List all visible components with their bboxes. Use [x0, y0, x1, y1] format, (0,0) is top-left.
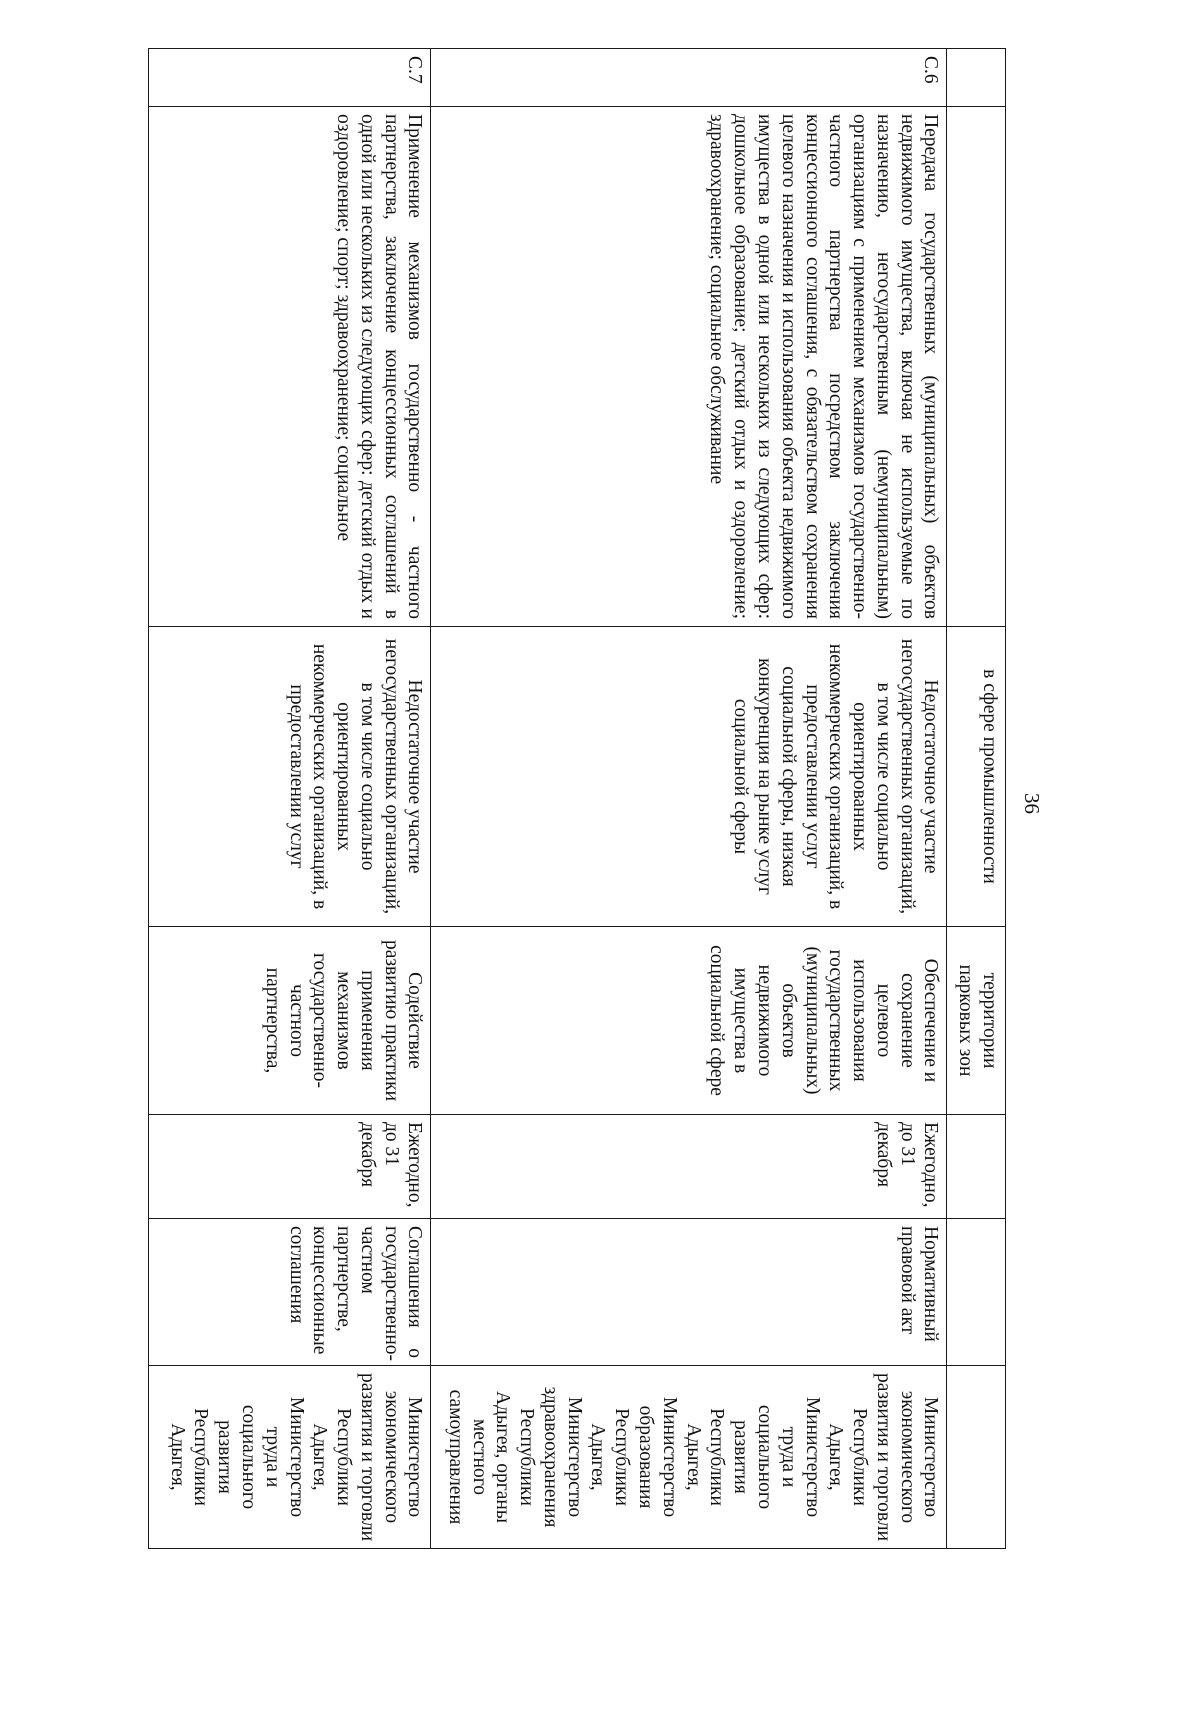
- row-term-cell: Ежегодно, до 31 декабря: [149, 1115, 431, 1219]
- row-problem-cell: Недостаточное участие негосударственных организаций, в том числе социально ориентированных некоммерческих организаций, в предоставлении услуг социальной сферы, низкая конкуренция на рынке услуг социальной сферы: [431, 627, 947, 927]
- measures-table: [148, 48, 1006, 1549]
- cont-problem-cell: в сфере промышленности: [947, 627, 1006, 927]
- cont-document-cell: [947, 1219, 1006, 1366]
- cont-action-cell: [947, 107, 1006, 627]
- row-action-cell: Применение механизмов государственно - частного партнерства, заключение концессионных соглашений в одной или нескольких из следующих сфер: детский отдых и оздоровление; спорт; здравоохранение; социальное: [149, 107, 431, 627]
- cont-code-cell: [947, 49, 1006, 107]
- row-document-cell: Соглашения о государственно-частном партнерстве, концессионные соглашения: [149, 1219, 431, 1366]
- cont-responsible-cell: [947, 1366, 1006, 1549]
- row-code-cell: С.6: [431, 49, 947, 107]
- cont-goal-cell: территории парковых зон: [947, 927, 1006, 1115]
- cont-term-cell: [947, 1115, 1006, 1219]
- row-document-cell: Нормативный правовой акт: [431, 1219, 947, 1366]
- row-code-cell: С.7: [149, 49, 431, 107]
- row-goal-cell: Обеспечение и сохранение целевого использования государственных (муниципальных) объектов недвижимого имущества в социальной сфере: [431, 927, 947, 1115]
- row-problem-cell: Недостаточное участие негосударственных организаций, в том числе социально ориентированных некоммерческих организаций, в предоставлении услуг: [149, 627, 431, 927]
- table-row: [149, 49, 431, 1549]
- row-responsible-cell: Министерство экономического развития и торговли Республики Адыгея, Министерство труда и социального развития Республики Адыгея,: [149, 1366, 431, 1549]
- row-term-cell: Ежегодно, до 31 декабря: [431, 1115, 947, 1219]
- page-number: 36: [1020, 793, 1044, 814]
- table-row-continuation: [947, 49, 1006, 1549]
- table-row: [431, 49, 947, 1549]
- rotated-page: [96, 48, 1056, 1568]
- row-goal-cell: Содействие развитию практики применения механизмов государственно-частного партнерства,: [149, 927, 431, 1115]
- row-responsible-cell: Министерство экономического развития и торговли Республики Адыгея, Министерство труда и социального развития Республики Адыгея, Министерство образования Республики Адыгея, Министерство здравоохранения Республики Адыгея, органы местного самоуправления: [431, 1366, 947, 1549]
- row-action-cell: Передача государственных (муниципальных) объектов недвижимого имущества, включая не используемые по назначению, негосударственным (немуниципальным) организациям с применением механизмов государственно-частного партнерства посредством заключения концессионного соглашения, с обязательством сохранения целевого назначения и использования объекта недвижимого имущества в одной или нескольких из следующих сфер: дошкольное образование; детский отдых и оздоровление; здравоохранение; социальное обслуживание: [431, 107, 947, 627]
